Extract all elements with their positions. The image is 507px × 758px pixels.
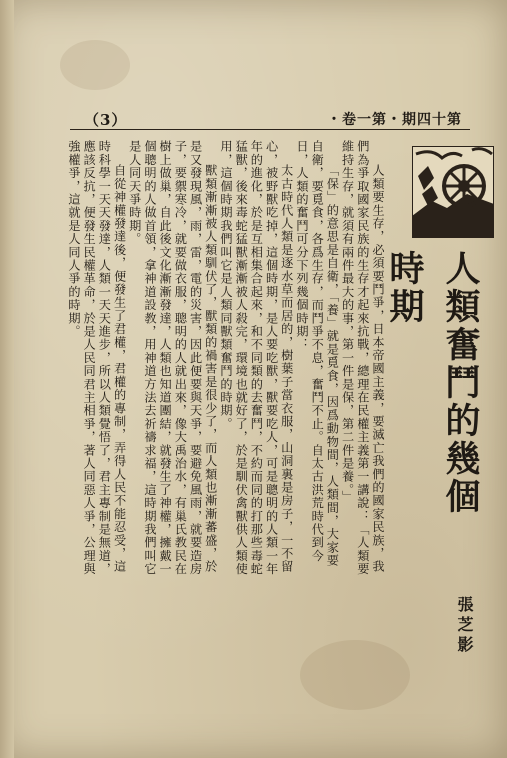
body-paragraph: 獸類漸漸被人類馴伏了，獸類的禍害是很少了，而人類也漸漸蕃盛，於是又發現風，雨，雷，電的災害，因此便要與天爭，要避免風雨，就要造房子，要禦寒冷，就要做衣服，聰明的人就出來，像大禹治水，有巢氏教民在樹上做巢，自此後文化漸漸發達，人類也知道團結，就發生了神權，擁戴一個聰明的人做首領，拿神道設教，用神道方法去祈禱求福，這時期我們叫它是人同天爭時期。: [127, 140, 218, 576]
paper-stain: [60, 40, 130, 90]
article-body: [40, 140, 385, 580]
paper-stain: [300, 640, 410, 710]
body-paragraph: 自從神權發達後，便發生了君權，君權的專制，弄得人民不能忍受，這時科學一天天發達，人類一天天進步，所以人類覺悟了，君主專制是無道，應該反抗，便發生民權革命，於是人民同君主相爭，著人同惡人爭，公理與強權爭，這就是人同人爭的時期。: [66, 140, 127, 576]
body-paragraph: 人類要生存，必須要鬥爭，日本帝國主義，要滅亡我們的國家民族，我們為爭取國家民族的生存才起來抗戰，總理在民權主義第一講說：「人類要維持生存，就須有兩件最大的事，第一件是保，第二件是養。」: [340, 140, 385, 576]
page-header: [70, 107, 470, 130]
woodcut-illustration-icon: [412, 146, 494, 238]
body-paragraph: 「保」的意思是自衛，「養」就是覓食，因爲動物間，人類間，大家要自衛，要覓食，各爲生存，而鬥爭不息，奮鬥不止。自太古洪荒時代到今日，人類的奮鬥可分下列幾個時期：: [294, 140, 340, 568]
issue-label: 第十四期・第一卷・: [327, 112, 462, 128]
body-paragraph: 太古時代人類是逐水草而居的，樹葉子當衣服，山洞裏是房子，一不留心，被野獸吃掉，這個時期，是人要吃獸，獸要吃人，可是聰明的人類一年年的進化，於是互相集合起來，和不同類的去奮鬥，不約而同的打那些毒蛇猛獸，後來毒蛇猛獸漸漸被人殺完，環境也就好了，於是馴伏禽獸供人類使用，這個時期我們叫它是人類同獸類奮鬥的時期。: [218, 140, 294, 576]
article-title: 人類奮鬥的幾個時期: [384, 250, 481, 516]
page-number: （3）: [84, 111, 128, 129]
page-spine: [0, 0, 14, 758]
article-author: 張芝影: [455, 596, 474, 656]
